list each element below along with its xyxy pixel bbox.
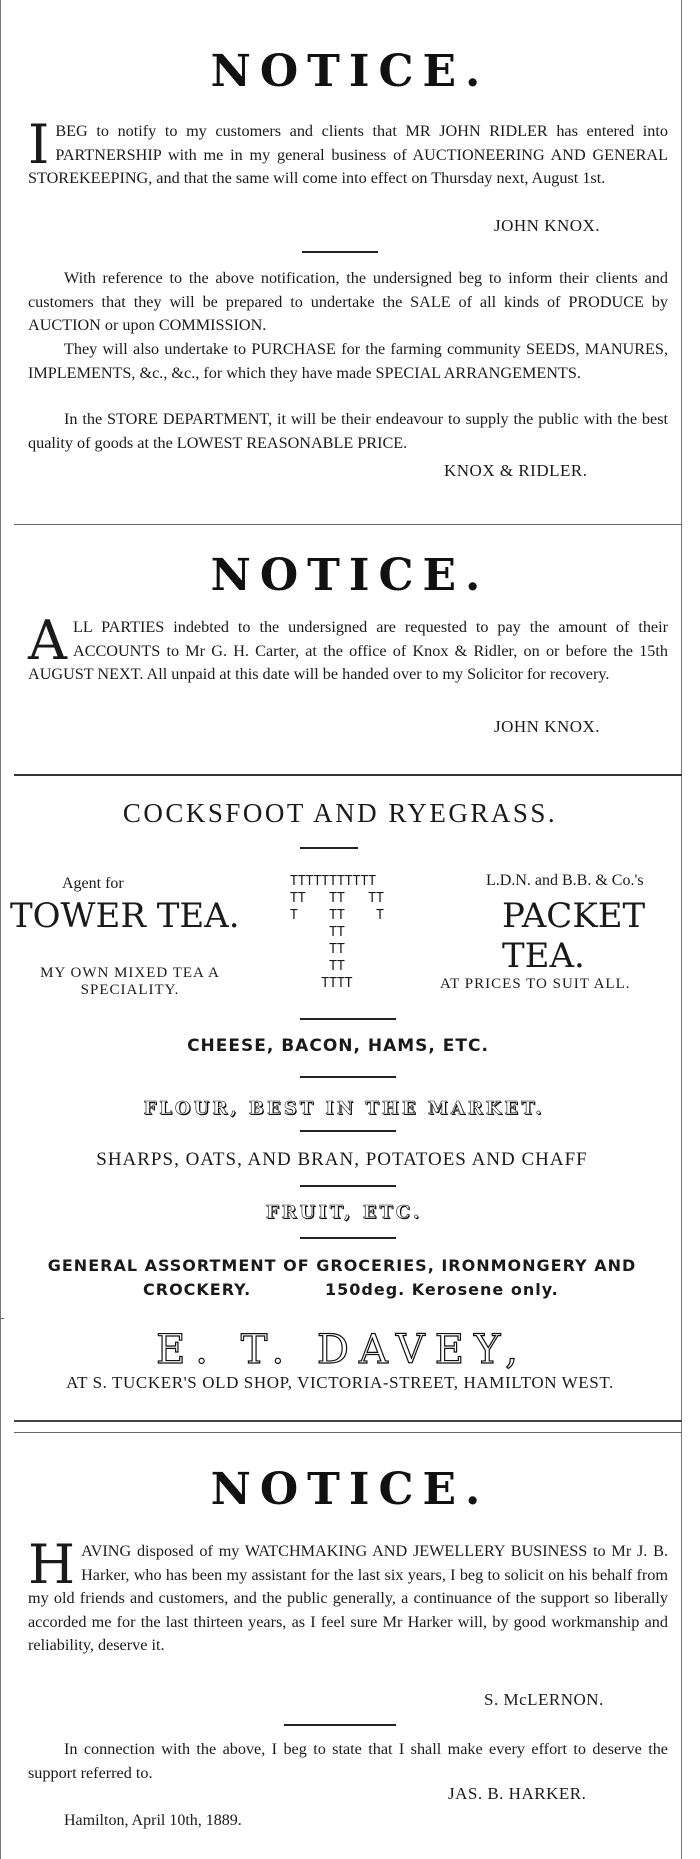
left-border: [0, 0, 1, 1859]
notice3-heading: NOTICE.: [210, 1464, 490, 1515]
notice1-paragraph1-text: BEG to notify to my customers and clients that MR JOHN RIDLER has entered into PARTNERSHIP with me in my general business of AUCTIONEERING AND GENERAL STOREKEEPING, and that the same will come into effect on Thursday next, August 1st.: [28, 122, 668, 187]
notice3-dateline: Hamilton, April 10th, 1889.: [64, 1812, 242, 1829]
notice3-dropcap: H: [28, 1533, 76, 1596]
separator: [284, 1724, 396, 1726]
tower-tea-label: TOWER TEA.: [10, 896, 240, 936]
section-rule: [14, 1420, 682, 1422]
notice1-paragraph4: In the STORE DEPARTMENT, it will be their endeavour to supply the public with the best quality of goods at the LOWEST REASONABLE PRICE.: [28, 410, 668, 452]
notice3-paragraph2: In connection with the above, I beg to state that I shall make every effort to deserve the support referred to.: [28, 1740, 668, 1782]
notice2-signature: JOHN KNOX.: [494, 717, 601, 736]
separator: [300, 1130, 396, 1132]
own-mixed-tea-label: MY OWN MIXED TEA A SPECIALITY.: [40, 965, 220, 998]
fruit-line: FRUIT, ETC.: [265, 1202, 423, 1223]
notice1-dropcap: I: [28, 113, 50, 176]
separator: [300, 1237, 396, 1239]
notice2-paragraph: [28, 609, 668, 687]
separator: [302, 251, 378, 253]
notice1-paragraph1: [28, 113, 668, 191]
section-rule: [14, 774, 682, 776]
separator: [300, 1018, 396, 1020]
notice1-paragraph3: They will also undertake to PURCHASE for the farming community SEEDS, MANURES, IMPLEMENTS, &c., &c., for which they have made SPECIAL ARRANGEMENTS.: [28, 340, 668, 382]
sharps-line: SHARPS, OATS, AND BRAN, POTATOES AND CHAFF: [96, 1149, 588, 1170]
ldn-label: L.D.N. and B.B. & Co.'s: [486, 872, 644, 889]
separator: [300, 1076, 396, 1078]
section-rule: [14, 1432, 682, 1433]
davey-name: E. T. DAVEY,: [156, 1327, 528, 1373]
notice3-signature2: JAS. B. HARKER.: [448, 1784, 587, 1803]
notice3-signature1: S. McLERNON.: [484, 1690, 604, 1709]
ad-title: COCKSFOOT AND RYEGRASS.: [122, 798, 558, 828]
notice2-heading: NOTICE.: [210, 550, 490, 601]
notice2-paragraph-text: LL PARTIES indebted to the undersigned are requested to pay the amount of their ACCOUNTS to Mr G. H. Carter, at the office of Knox & Ridler, on or before the 15th AUGUST NEXT. All unpaid at this date will be handed over to my Solicitor for recovery.: [28, 618, 668, 683]
general-line2: CROCKERY.: [143, 1280, 252, 1299]
packet-tea-label: PACKET TEA.: [502, 896, 646, 976]
kerosene-line: 150deg. Kerosene only.: [325, 1280, 559, 1299]
tt-ornament: TTTTTTTTTTT TT TT TT T TT T TT TT TT TTTT: [290, 874, 384, 991]
agent-for-label: Agent for: [62, 875, 124, 892]
notice3-paragraph1-text: AVING disposed of my WATCHMAKING AND JEWELLERY BUSINESS to Mr J. B. Harker, who has been my assistant for the last six years, I beg to solicit on his behalf from my old friends and customers, and the public generally, a continuance of the support so liberally accorded me for the last thirteen years, as I feel sure Mr Harker will, by good workmanship and reliability, deserve it.: [28, 1542, 668, 1654]
prices-label: AT PRICES TO SUIT ALL.: [440, 976, 631, 992]
davey-address: AT S. TUCKER'S OLD SHOP, VICTORIA-STREET, HAMILTON WEST.: [66, 1373, 614, 1392]
separator: [300, 1185, 396, 1187]
notice2-dropcap: A: [28, 609, 67, 672]
notice1-signature2: KNOX & RIDLER.: [444, 461, 588, 480]
cheese-line: CHEESE, BACON, HAMS, ETC.: [187, 1036, 489, 1056]
section-rule: [14, 524, 682, 525]
notice3-paragraph1: [28, 1533, 668, 1658]
section-tick: [0, 1318, 4, 1319]
flour-line: FLOUR, BEST IN THE MARKET.: [143, 1098, 545, 1119]
notice1-signature1: JOHN KNOX.: [494, 216, 601, 235]
notice1-paragraph2: With reference to the above notification, the undersigned beg to inform their clients and customers that they will be prepared to undertake the SALE of all kinds of PRODUCE by AUCTION or upon COMMISSION.: [28, 269, 668, 334]
general-line1: GENERAL ASSORTMENT OF GROCERIES, IRONMONGERY AND: [47, 1256, 637, 1275]
separator: [300, 847, 358, 849]
notice1-heading: NOTICE.: [210, 46, 490, 97]
